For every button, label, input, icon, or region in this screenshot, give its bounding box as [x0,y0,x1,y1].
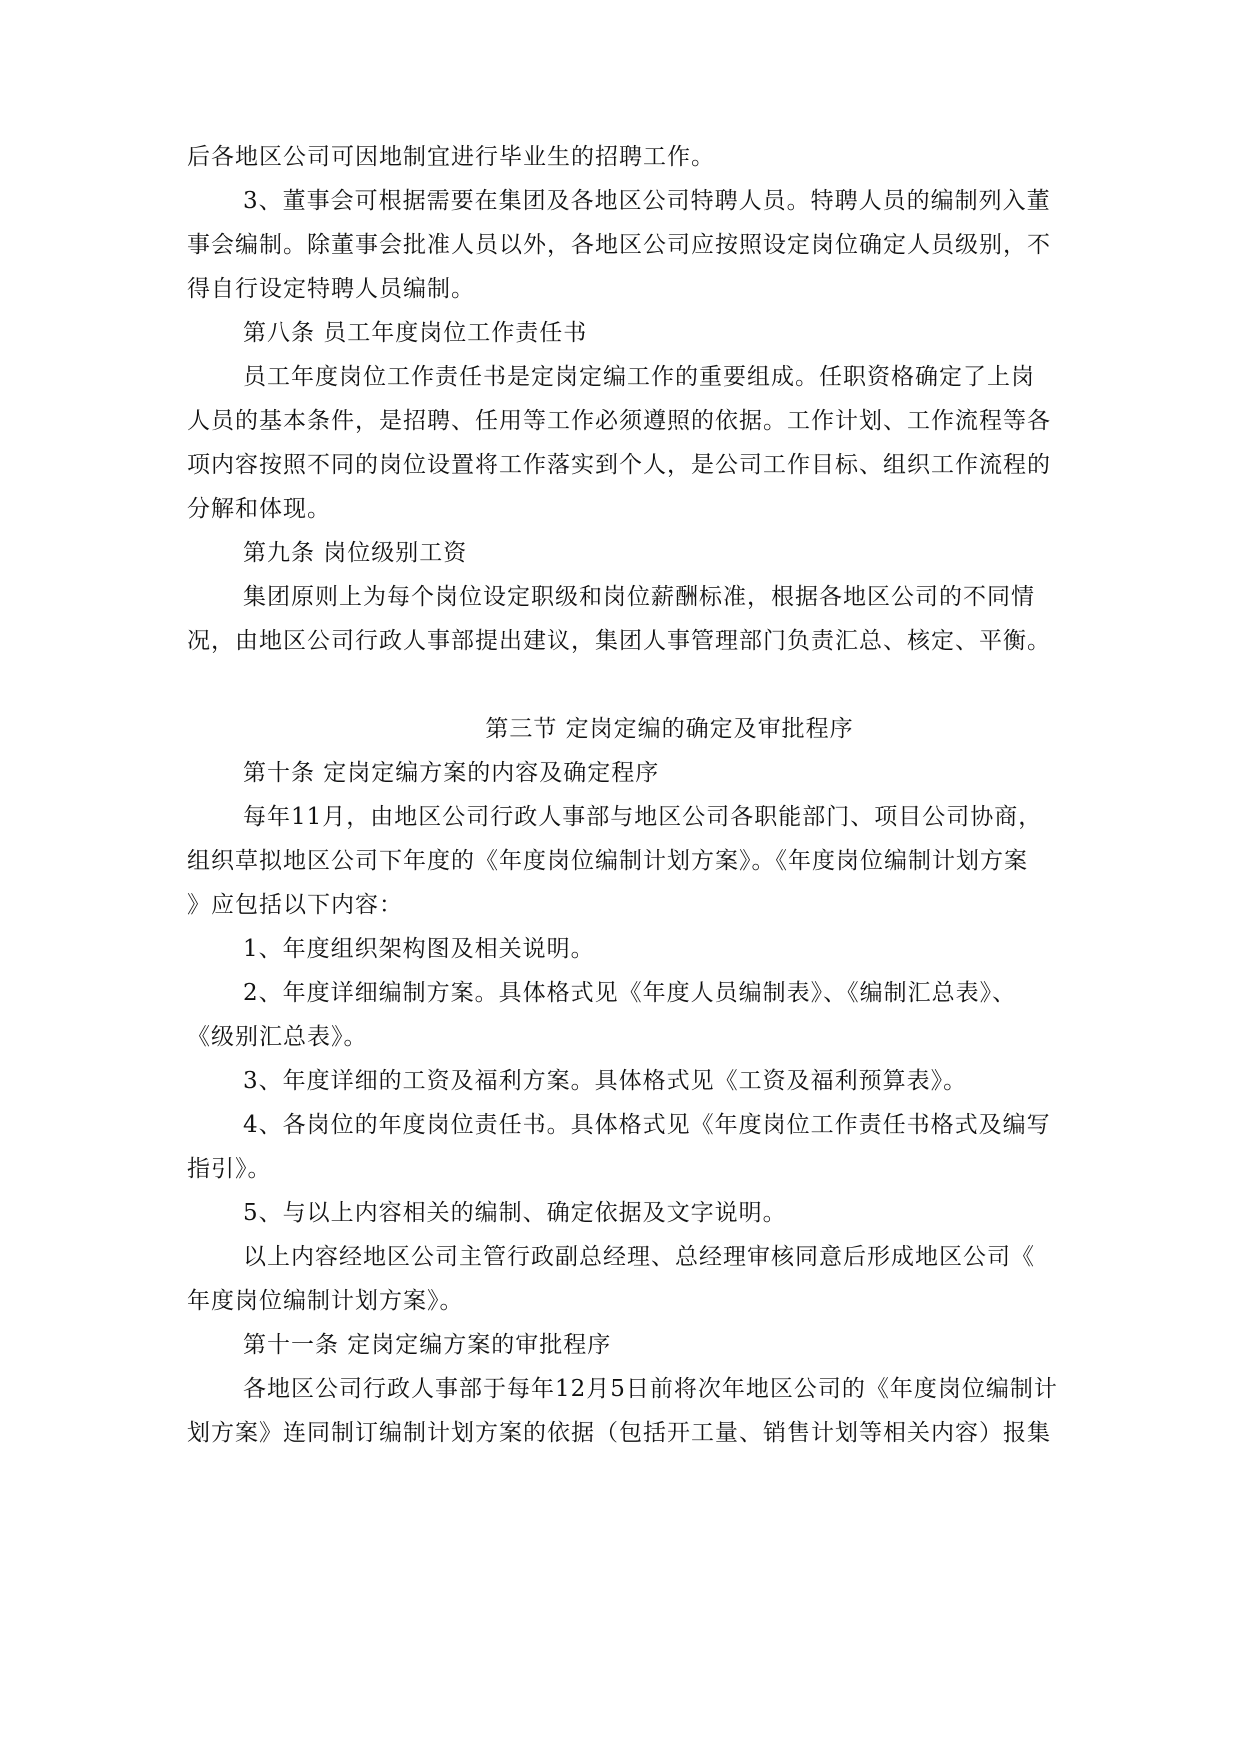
paragraph-line: 后各地区公司可因地制宜进行毕业生的招聘工作。 [187,144,715,170]
paragraph-line: 得自行设定特聘人员编制。 [187,276,475,302]
paragraph-line: 3、董事会可根据需要在集团及各地区公司特聘人员。特聘人员的编制列入董 [243,188,1051,214]
paragraph-line: 以上内容经地区公司主管行政副总经理、总经理审核同意后形成地区公司《 [243,1244,1035,1270]
article-heading: 第十一条 定岗定编方案的审批程序 [243,1332,612,1358]
paragraph-line: 员工年度岗位工作责任书是定岗定编工作的重要组成。任职资格确定了上岗 [243,364,1035,390]
paragraph-line: 每年11月，由地区公司行政人事部与地区公司各职能部门、项目公司协商， [243,804,1043,830]
paragraph-line: 事会编制。除董事会批准人员以外，各地区公司应按照设定岗位确定人员级别，不 [187,232,1051,258]
paragraph-line: 各地区公司行政人事部于每年12月5日前将次年地区公司的《年度岗位编制计 [243,1376,1058,1402]
paragraph-line: 》应包括以下内容： [187,892,403,918]
article-heading: 第八条 员工年度岗位工作责任书 [243,320,588,346]
paragraph-line: 项内容按照不同的岗位设置将工作落实到个人，是公司工作目标、组织工作流程的 [187,452,1051,478]
list-item: 《级别汇总表》。 [187,1024,368,1050]
list-item: 指引》。 [187,1156,272,1182]
paragraph-line: 集团原则上为每个岗位设定职级和岗位薪酬标准，根据各地区公司的不同情 [243,584,1035,610]
article-heading: 第十条 定岗定编方案的内容及确定程序 [243,760,660,786]
list-item: 5、与以上内容相关的编制、确定依据及文字说明。 [243,1200,787,1226]
section-heading: 第三节 定岗定编的确定及审批程序 [485,716,854,742]
article-heading: 第九条 岗位级别工资 [243,540,468,566]
list-item: 2、年度详细编制方案。具体格式见《年度人员编制表》、《编制汇总表》、 [243,980,1017,1006]
paragraph-line: 组织草拟地区公司下年度的《年度岗位编制计划方案》。《年度岗位编制计划方案 [187,848,1028,874]
paragraph-line: 划方案》连同制订编制计划方案的依据（包括开工量、销售计划等相关内容）报集 [187,1420,1051,1446]
paragraph-line: 年度岗位编制计划方案》。 [187,1288,464,1314]
list-item: 3、年度详细的工资及福利方案。具体格式见《工资及福利预算表》。 [243,1068,968,1094]
list-item: 1、年度组织架构图及相关说明。 [243,936,595,962]
paragraph-line: 分解和体现。 [187,496,331,522]
paragraph-line: 况，由地区公司行政人事部提出建议，集团人事管理部门负责汇总、核定、平衡。 [187,628,1051,654]
paragraph-line: 人员的基本条件，是招聘、任用等工作必须遵照的依据。工作计划、工作流程等各 [187,408,1051,434]
list-item: 4、各岗位的年度岗位责任书。具体格式见《年度岗位工作责任书格式及编写 [243,1112,1051,1138]
